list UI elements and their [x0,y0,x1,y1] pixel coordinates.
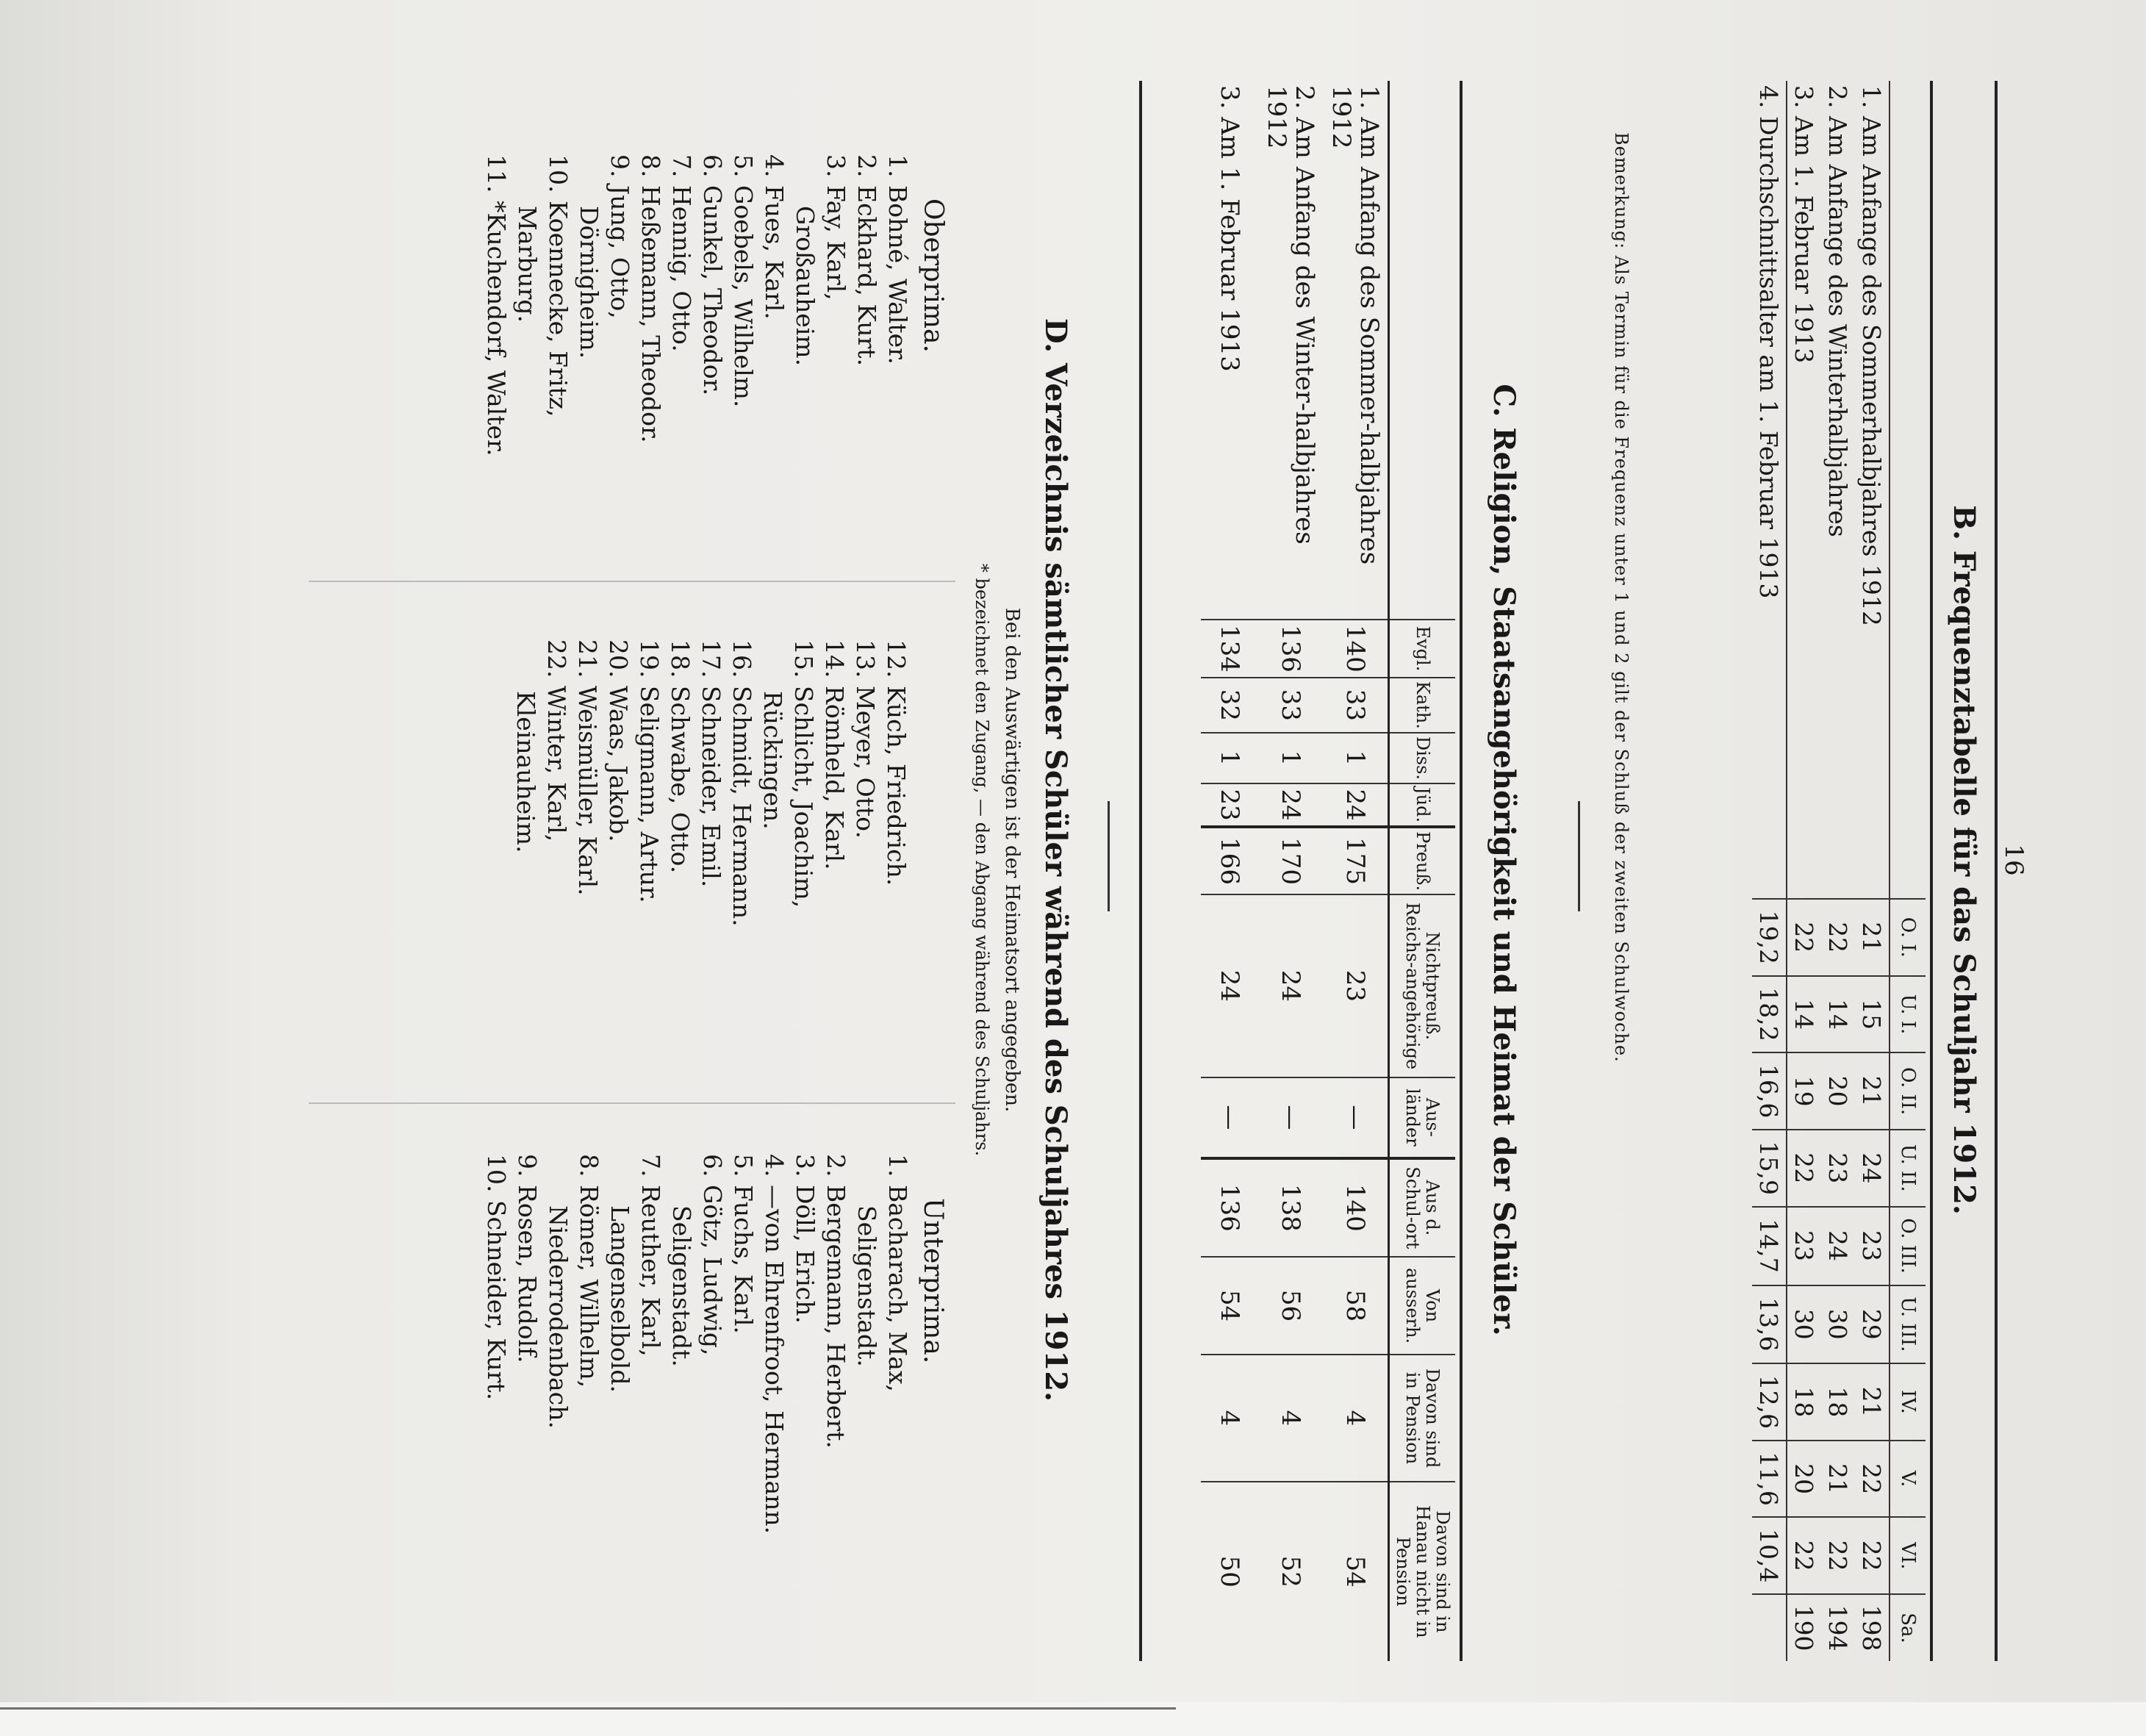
religion-cell: 140 [1323,620,1389,678]
religion-row-label: 1. Am Anfang des Sommer-halbjahres 1912 [1327,85,1384,565]
section-divider [1578,801,1580,911]
student-entry: 6. Götz, Ludwig, [698,1154,727,1356]
frequency-cell: 10,4 [1752,1517,1787,1594]
religion-cell: 54 [1323,1482,1389,1661]
religion-table [1201,81,1455,1661]
frequency-cell: 20 [1787,1441,1821,1518]
rotated-page-content [184,51,2028,1668]
religion-cell: 166 [1201,827,1258,894]
frequency-header: U. III. [1890,1285,1926,1364]
religion-cell: 24 [1323,783,1389,827]
frequency-header: Sa. [1890,1594,1926,1661]
frequency-row [1821,81,1855,1661]
frequency-header-blank [1890,81,1926,899]
religion-header-blank [1389,81,1456,620]
student-hometown: Großauheim. [791,206,819,367]
religion-cell: 170 [1258,827,1323,894]
religion-cell: 24 [1258,783,1323,827]
roster-title: D. Verzeichnis sämtlicher Schüler während des Schuljahres 1912. [1038,318,1073,1402]
student-hometown: Niederrodenbach. [544,1205,573,1429]
frequency-header: VI. [1890,1517,1926,1594]
religion-bottom-rule [1139,81,1142,1661]
religion-cell: 136 [1201,1158,1258,1257]
frequency-cell: 19,2 [1752,899,1787,976]
unterprima-title: Unterprima. [918,1198,948,1364]
frequency-cell: 15,9 [1752,1130,1787,1207]
frequency-header: V. [1890,1441,1926,1518]
religion-header: Von ausserh. [1389,1257,1456,1355]
student-entry: 5. Goebels, Wilhelm. [729,154,758,408]
student-entry: 21. Weismüller, Karl. [573,639,602,896]
frequency-row [1787,81,1821,1661]
student-entry: 2. Bergemann, Herbert. [822,1154,850,1449]
religion-header: Nichtpreuß. Reichs-angehörige [1389,894,1456,1077]
frequency-average-age-row [1752,81,1787,1661]
frequency-cell: 30 [1787,1285,1821,1364]
religion-cell: 32 [1201,678,1258,733]
religion-cell: 58 [1323,1257,1389,1355]
religion-cell: 1 [1201,733,1258,783]
frequency-cell: 190 [1787,1594,1821,1661]
student-entry: 8. Heßemann, Theodor. [636,154,665,443]
column-divider [309,581,955,582]
frequency-cell: 14 [1787,976,1821,1053]
frequency-cell: 14,7 [1752,1207,1787,1285]
frequency-cell: 194 [1821,1594,1855,1661]
student-entry: 10. Schneider, Kurt. [482,1154,511,1401]
religion-cell: 138 [1258,1158,1323,1257]
frequency-cell: 15 [1855,976,1890,1053]
student-entry: 15. Schlicht, Joachim, [789,639,818,908]
student-entry: 4. Fues, Karl. [760,154,789,320]
frequency-cell: 23 [1821,1130,1855,1207]
frequency-cell: 19 [1787,1052,1821,1130]
student-entry: 18. Schwabe, Otto. [666,639,695,874]
frequency-cell: 30 [1821,1285,1855,1364]
frequency-header: U. I. [1890,976,1926,1053]
religion-header-row [1389,81,1456,1661]
religion-row-label: 2. Am Anfang des Winter-halbjahres 1912 [1262,85,1319,545]
scan-bottom-rule [0,1707,1176,1710]
religion-header: Davon sind in Hanau nicht in Pension [1389,1482,1456,1661]
frequency-cell: 18 [1821,1363,1855,1441]
roster-subtitle: Bei den Auswärtigen ist der Heimatsort angegeben. [1001,607,1023,1113]
frequency-cell: 18 [1787,1363,1821,1441]
frequency-table-title: B. Frequenztabelle für das Schuljahr 1912. [1947,505,1981,1215]
student-entry: 7. Reuther, Karl, [636,1154,665,1357]
frequency-cell: 14 [1821,976,1855,1053]
religion-row [1201,81,1258,1661]
frequency-row-label: 4. Durchschnittsalter am 1. Februar 1913 [1752,81,1787,899]
student-entry: 22. Winter, Karl, [542,639,571,842]
top-rule [1995,81,1998,1661]
student-entry: 2. Eckhard, Kurt. [853,154,881,367]
frequency-row [1855,81,1890,1661]
religion-cell: 1 [1258,733,1323,783]
frequency-cell: 18,2 [1752,976,1787,1053]
frequency-cell: 23 [1855,1207,1890,1285]
frequency-cell: 24 [1821,1207,1855,1285]
frequency-cell: 22 [1821,1517,1855,1594]
religion-cell: 140 [1323,1158,1389,1257]
religion-cell: 4 [1323,1355,1389,1481]
frequency-cell: 29 [1855,1285,1890,1364]
student-hometown: Marburg. [513,206,542,323]
religion-cell: 50 [1201,1482,1258,1661]
religion-header: Preuß. [1389,827,1456,894]
religion-cell: — [1258,1077,1323,1158]
oberprima-column-2 [510,639,911,927]
student-entry: 4. —von Ehrenfroot, Hermann. [760,1154,789,1535]
student-hometown: Seligenstadt. [853,1205,881,1367]
student-entry: 1. Bohné, Walter. [883,154,912,365]
student-entry: 8. Römer, Wilhelm, [575,1154,603,1388]
frequency-cell: 21 [1855,1052,1890,1130]
frequency-cell: 198 [1855,1594,1890,1661]
frequency-cell: 13,6 [1752,1285,1787,1364]
frequency-cell: 22 [1787,1130,1821,1207]
student-entry: 3. Fay, Karl, [822,154,850,301]
religion-table-title: C. Religion, Staatsangehörigkeit und Heimat der Schüler. [1487,384,1521,1336]
student-entry: 17. Schneider, Emil. [697,639,725,888]
student-entry: 11. *Kuchendorf, Walter. [482,154,511,456]
student-entry: 16. Schmidt, Hermann. [728,639,756,927]
column-divider [309,1102,955,1104]
religion-cell: 24 [1258,894,1323,1077]
frequency-cell: 22 [1855,1517,1890,1594]
frequency-header: O. II. [1890,1052,1926,1130]
frequency-cell: 22 [1821,899,1855,976]
frequency-cell: 11,6 [1752,1441,1787,1518]
student-entry: 10. Koennecke, Fritz, [544,154,573,417]
religion-header: Kath. [1389,678,1456,733]
religion-header: Aus d. Schul-ort [1389,1158,1456,1257]
frequency-row-label: 1. Am Anfange des Sommerhalbjahres 1912 [1857,85,1887,626]
frequency-cell: 22 [1787,899,1821,976]
religion-cell: 56 [1258,1257,1323,1355]
student-hometown: Dörnigheim. [575,206,603,359]
student-hometown: Seligenstadt. [667,1205,696,1367]
oberprima-column-1 [481,154,948,456]
religion-title-rule [1460,81,1463,1661]
frequency-row-label: 2. Am Anfange des Winterhalbjahres [1823,85,1853,537]
frequency-header: IV. [1890,1363,1926,1441]
unterprima-column [481,1154,948,1534]
student-entry: 12. Küch, Friedrich. [882,639,911,886]
frequency-cell [1752,1594,1787,1661]
student-entry: 3. Döll, Erich. [791,1154,819,1324]
student-entry: 1. Bacharach, Max, [883,1154,912,1393]
religion-cell: 52 [1258,1482,1323,1661]
frequency-header: U. II. [1890,1130,1926,1207]
student-hometown: Langenselbold. [606,1205,634,1393]
frequency-cell: 21 [1855,899,1890,976]
religion-cell: 1 [1323,733,1389,783]
religion-cell: 175 [1323,827,1389,894]
frequency-cell: 23 [1787,1207,1821,1285]
oberprima-title: Oberprima. [918,198,948,353]
student-hometown: Rückingen. [758,691,787,830]
religion-row-label: 3. Am 1. Februar 1913 [1215,85,1244,372]
student-entry: 9. Rosen, Rudolf. [513,1154,542,1363]
religion-cell: 4 [1258,1355,1323,1481]
frequency-cell: 24 [1855,1130,1890,1207]
religion-cell: 23 [1323,894,1389,1077]
religion-cell: 24 [1201,894,1258,1077]
religion-header: Diss. [1389,733,1456,783]
roster-legend: * bezeichnet den Zugang, — den Abgang während des Schuljahrs. [972,563,992,1157]
section-divider [1108,801,1110,911]
religion-cell: 136 [1258,620,1323,678]
frequency-header: O. III. [1890,1207,1926,1285]
frequency-cell: 16,6 [1752,1052,1787,1130]
frequency-cell: 22 [1855,1441,1890,1518]
frequency-cell: 20 [1821,1052,1855,1130]
frequency-row-label: 3. Am 1. Februar 1913 [1790,85,1819,364]
frequency-cell: 21 [1821,1441,1855,1518]
student-entry: 20. Waas, Jakob. [604,639,633,842]
religion-cell: 4 [1201,1355,1258,1481]
religion-header: Evgl. [1389,620,1456,678]
frequency-cell: 22 [1787,1517,1821,1594]
frequency-table [1752,81,1926,1661]
page-number: 16 [1999,844,2028,876]
student-entry: 5. Fuchs, Karl. [729,1154,758,1334]
religion-cell: 54 [1201,1257,1258,1355]
student-hometown: Kleinauheim. [512,691,540,853]
student-entry: 7. Hennig, Otto. [667,154,696,352]
frequency-header-row [1890,81,1926,1661]
frequency-title-rule [1930,81,1933,1661]
student-entry: 9. Jung, Otto, [606,154,634,319]
student-entry: 14. Römheld, Karl. [820,639,849,870]
religion-row [1258,81,1323,1661]
frequency-cell: 21 [1855,1363,1890,1441]
frequency-note: Bemerkung: Als Termin für die Frequenz unter 1 und 2 gilt der Schluß der zweiten Schulwoche. [1611,132,1632,1063]
religion-header: Davon sind in Pension [1389,1355,1456,1481]
religion-cell: 33 [1323,678,1389,733]
religion-cell: 33 [1258,678,1323,733]
religion-cell: 23 [1201,783,1258,827]
religion-header: Aus-länder [1389,1077,1456,1158]
religion-cell: — [1201,1077,1258,1158]
student-entry: 6. Gunkel, Theodor. [698,154,727,396]
religion-cell: 134 [1201,620,1258,678]
religion-header: Jüd. [1389,783,1456,827]
religion-cell: — [1323,1077,1389,1158]
student-entry: 19. Seligmann, Artur. [635,639,664,903]
student-entry: 13. Meyer, Otto. [851,639,880,839]
frequency-cell: 12,6 [1752,1363,1787,1441]
frequency-header: O. I. [1890,899,1926,976]
religion-row [1323,81,1389,1661]
